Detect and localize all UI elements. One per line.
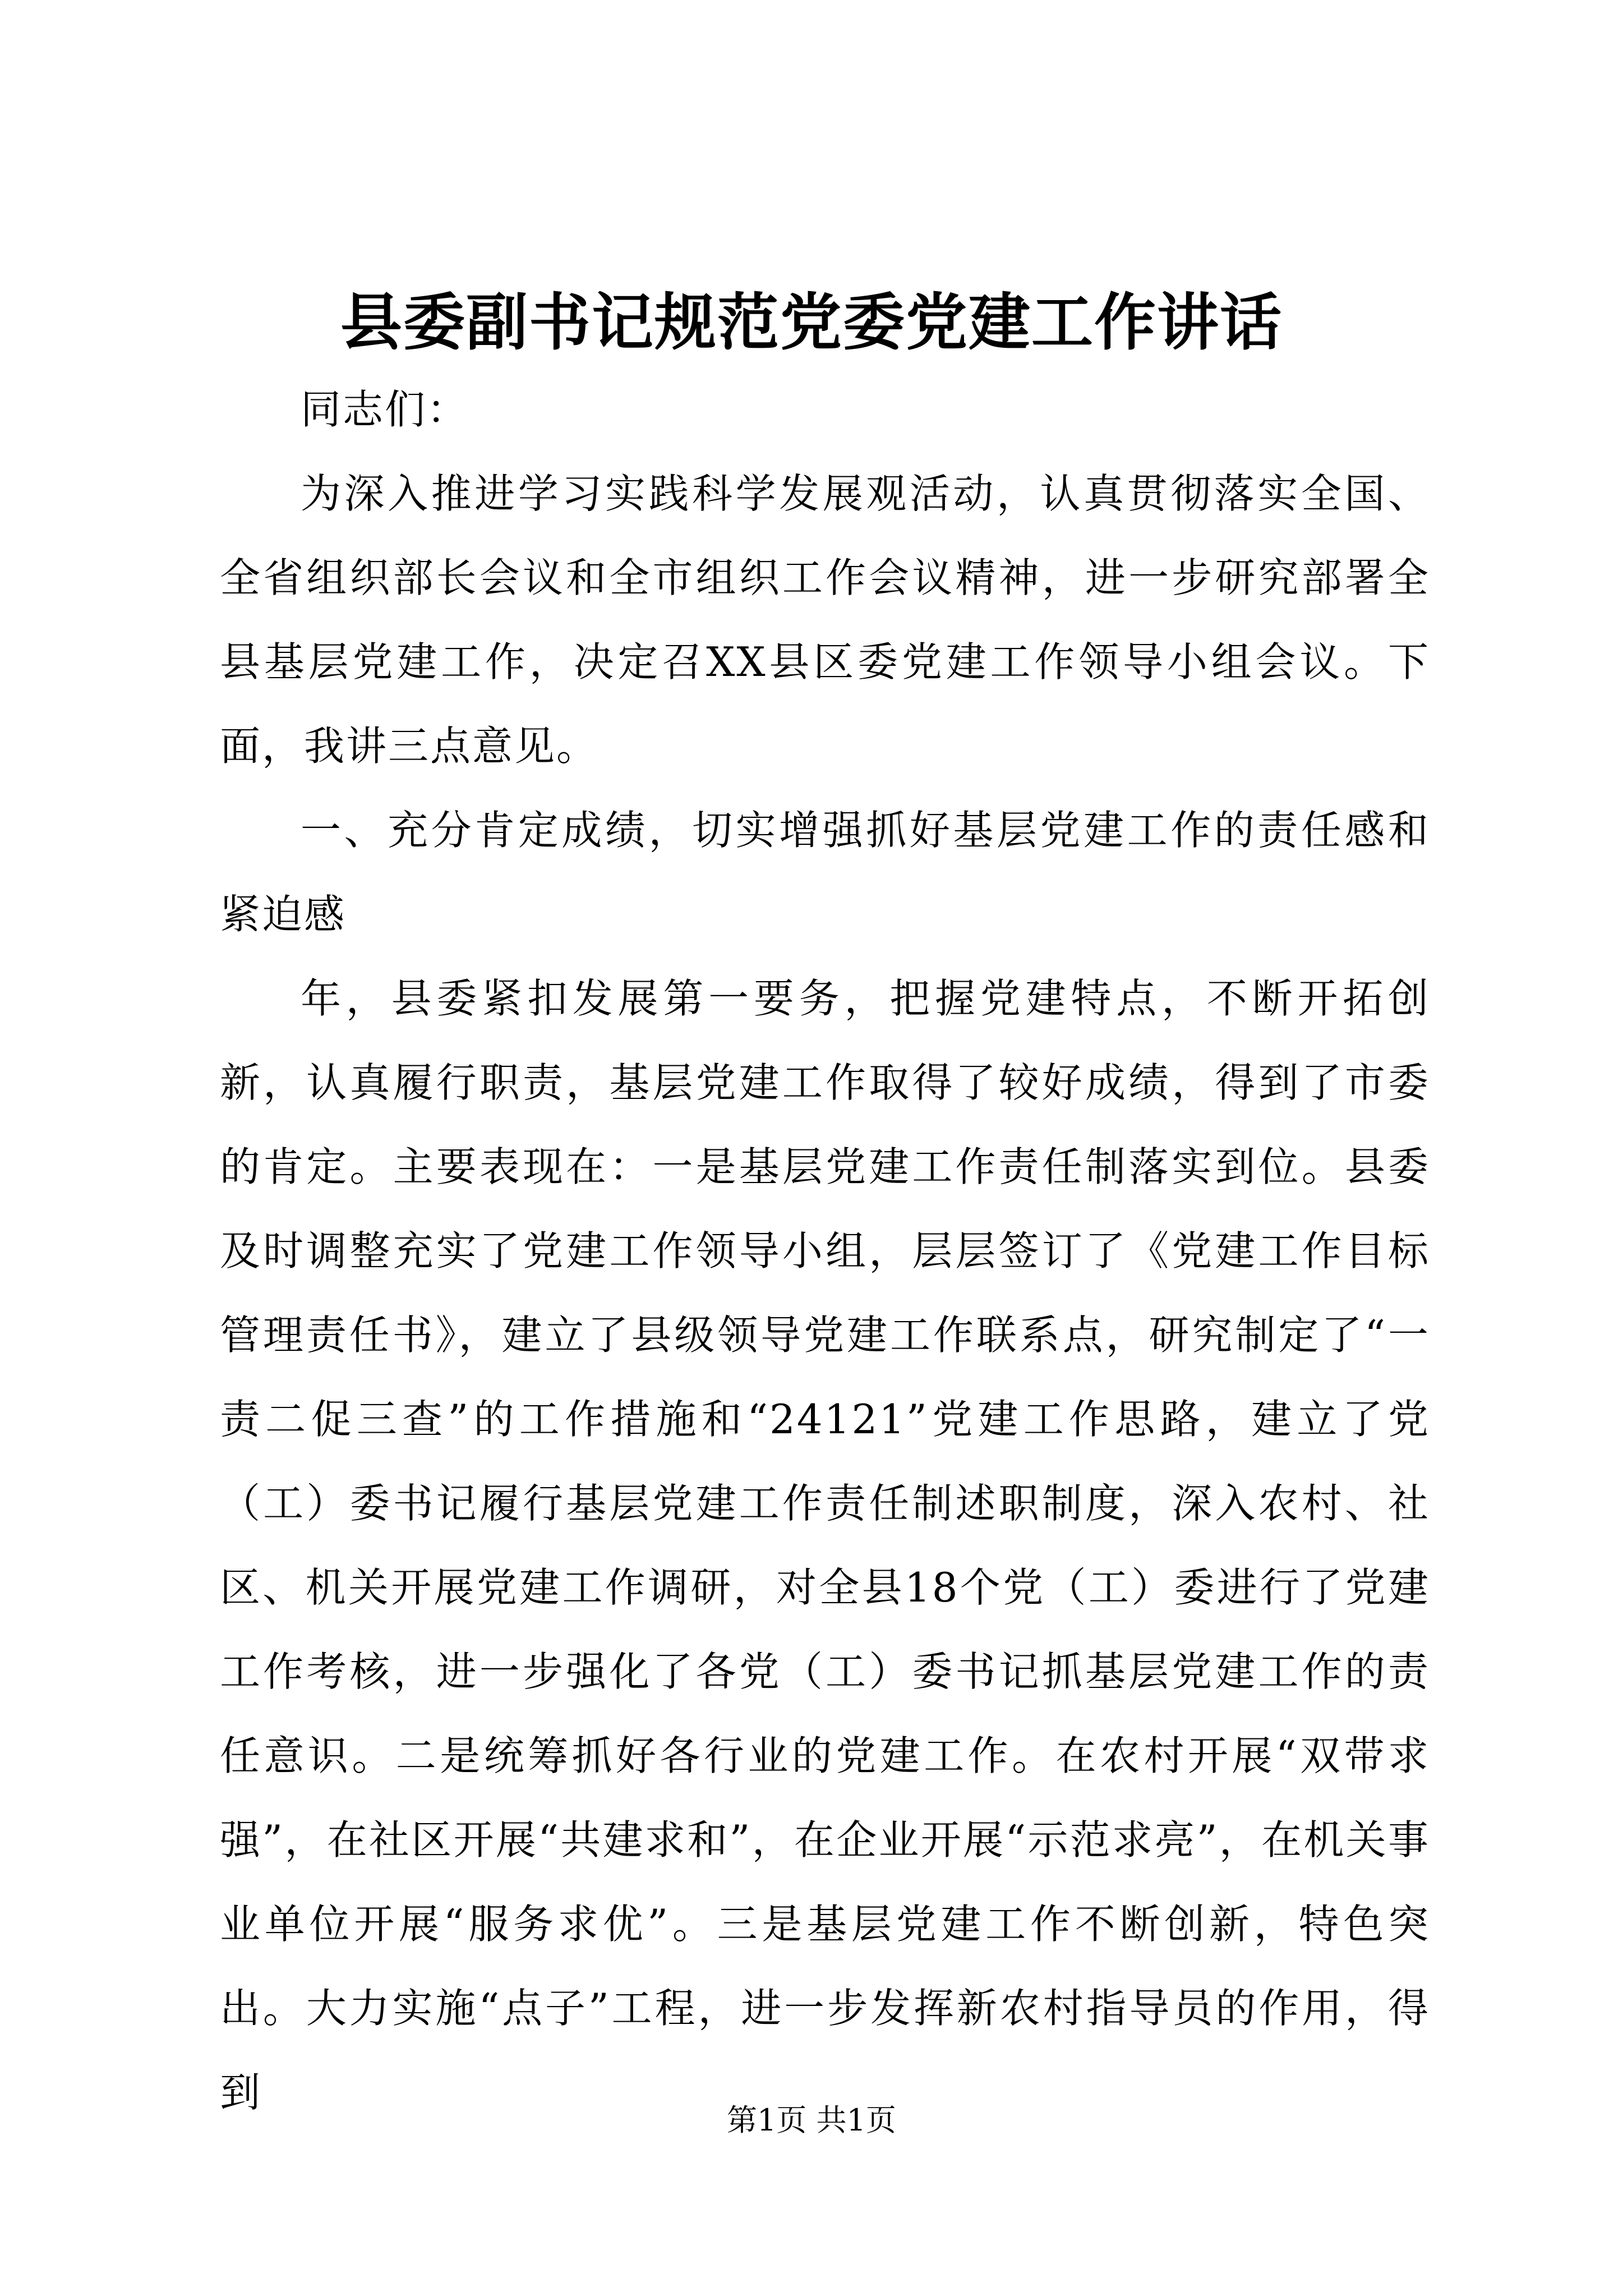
body-paragraph: 年，县委紧扣发展第一要务，把握党建特点，不断开拓创新，认真履行职责，基层党建工作取得了较好成绩，得到了市委的肯定。主要表现在：一是基层党建工作责任制落实到位。县委及时调整充实了党建工作领导小组，层层签订了《党建工作目标管理责任书》，建立了县级领导党建工作联系点，研究制定了“一责二促三查”的工作措施和“24121”党建工作思路，建立了党（工）委书记履行基层党建工作责任制述职制度，深入农村、社区、机关开展党建工作调研，对全县18个党（工）委进行了党建工作考核，进一步强化了各党（工）委书记抓基层党建工作的责任意识。二是统筹抓好各行业的党建工作。在农村开展“双带求强”，在社区开展“共建求和”，在企业开展“示范求亮”，在机关事业单位开展“服务求优”。三是基层党建工作不断创新，特色突出。大力实施“点子”工程，进一步发挥新农村指导员的作用，得到 [220, 975, 1430, 2116]
page-footer: 第1页 共1页 [727, 2102, 896, 2138]
document-title: 县委副书记规范党委党建工作讲话 [340, 286, 1283, 358]
section-heading: 一、充分肯定成绩，切实增强抓好基层党建工作的责任感和紧迫感 [220, 807, 1430, 938]
document-body [220, 367, 1430, 2134]
salutation-paragraph: 同志们： [301, 386, 469, 433]
intro-paragraph: 为深入推进学习实践科学发展观活动，认真贯彻落实全国、全省组织部长会议和全市组织工作会议精神，进一步研究部署全县基层党建工作，决定召XX县区委党建工作领导小组会议。下面，我讲三点意见。 [220, 470, 1430, 770]
